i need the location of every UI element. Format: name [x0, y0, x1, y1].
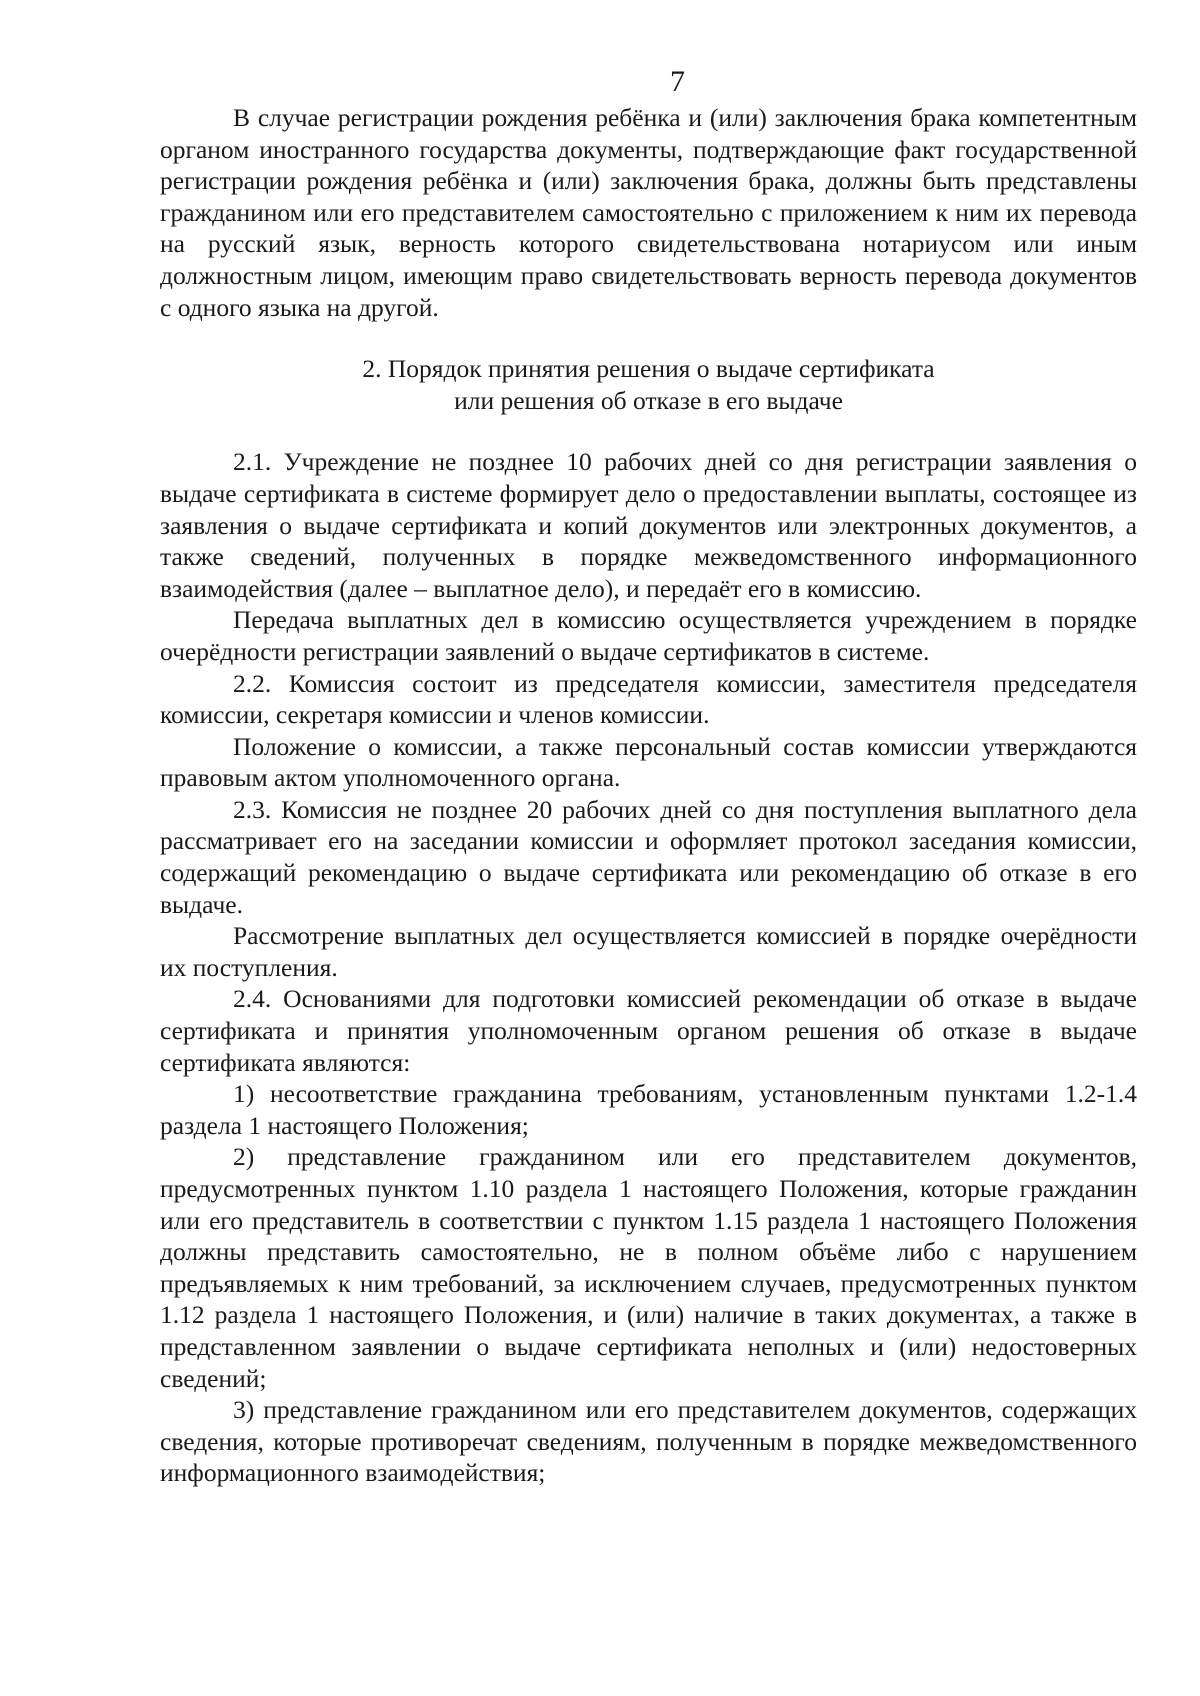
- list-item-3: 3) представление гражданином или его представителем документов, содержащих сведения, которые противоречат сведениям, полученным в порядке межведомственного информационного взаимодействия;: [160, 1395, 1137, 1488]
- document-page: [160, 62, 1137, 1489]
- paragraph-2-4: 2.4. Основаниями для подготовки комиссией рекомендации об отказе в выдаче сертификата и принятия уполномоченным органом решения об отказе в выдаче сертификата являются:: [160, 984, 1137, 1077]
- list-item-2: 2) представление гражданином или его представителем документов, предусмотренных пунктом 1.10 раздела 1 настоящего Положения, которые гражданин или его представитель в соответствии с пунктом 1.15 раздела 1 настоящего Положения должны представить самостоятельно, не в полном объёме либо с нарушением предъявляемых к ним требований, за исключением случаев, предусмотренных пунктом 1.12 раздела 1 настоящего Положения, и (или) наличие в таких документах, а также в представленном заявлении о выдаче сертификата неполных и (или) недостоверных сведений;: [160, 1142, 1137, 1393]
- page-number: 7: [670, 65, 685, 98]
- paragraph-transfer: Передача выплатных дел в комиссию осуществляется учреждением в порядке очерёдности регистрации заявлений о выдаче сертификатов в системе.: [160, 605, 1137, 666]
- paragraph-2-3: 2.3. Комиссия не позднее 20 рабочих дней со дня поступления выплатного дела рассматривает его на заседании комиссии и оформляет протокол заседания комиссии, содержащий рекомендацию о выдаче сертификата или рекомендацию об отказе в его выдаче.: [160, 794, 1137, 919]
- section-heading-line-1: 2. Порядок принятия решения о выдаче сертификата: [362, 354, 935, 384]
- paragraph-review-order: Рассмотрение выплатных дел осуществляется комиссией в порядке очерёдности их поступления.: [160, 921, 1137, 982]
- paragraph-2-1: 2.1. Учреждение не позднее 10 рабочих дней со дня регистрации заявления о выдаче сертификата в системе формирует дело о предоставлении выплаты, состоящее из заявления о выдаче сертификата и копий документов или электронных документов, а также сведений, полученных в порядке межведомственного информационного взаимодействия (далее – выплатное дело), и передаёт его в комиссию.: [160, 447, 1137, 603]
- paragraph-commission-regulation: Положение о комиссии, а также персональный состав комиссии утверждаются правовым актом уполномоченного органа.: [160, 731, 1137, 793]
- section-heading-line-2: или решения об отказе в его выдаче: [454, 385, 843, 415]
- list-item-1: 1) несоответствие гражданина требованиям, установленным пунктами 1.2-1.4 раздела 1 настоящего Положения;: [160, 1079, 1137, 1140]
- paragraph-2-2: 2.2. Комиссия состоит из председателя комиссии, заместителя председателя комиссии, секретаря комиссии и членов комиссии.: [160, 668, 1137, 730]
- section-heading: [160, 323, 1137, 446]
- paragraph-intro: В случае регистрации рождения ребёнка и (или) заключения брака компетентным органом иностранного государства документы, подтверждающие факт государственной регистрации рождения ребёнка и (или) заключения брака, должны быть представлены гражданином или его представителем самостоятельно с приложением к ним их перевода на русский язык, верность которого свидетельствована нотариусом или иным должностным лицом, имеющим право свидетельствовать верность перевода документов с одного языка на другой.: [160, 103, 1137, 322]
